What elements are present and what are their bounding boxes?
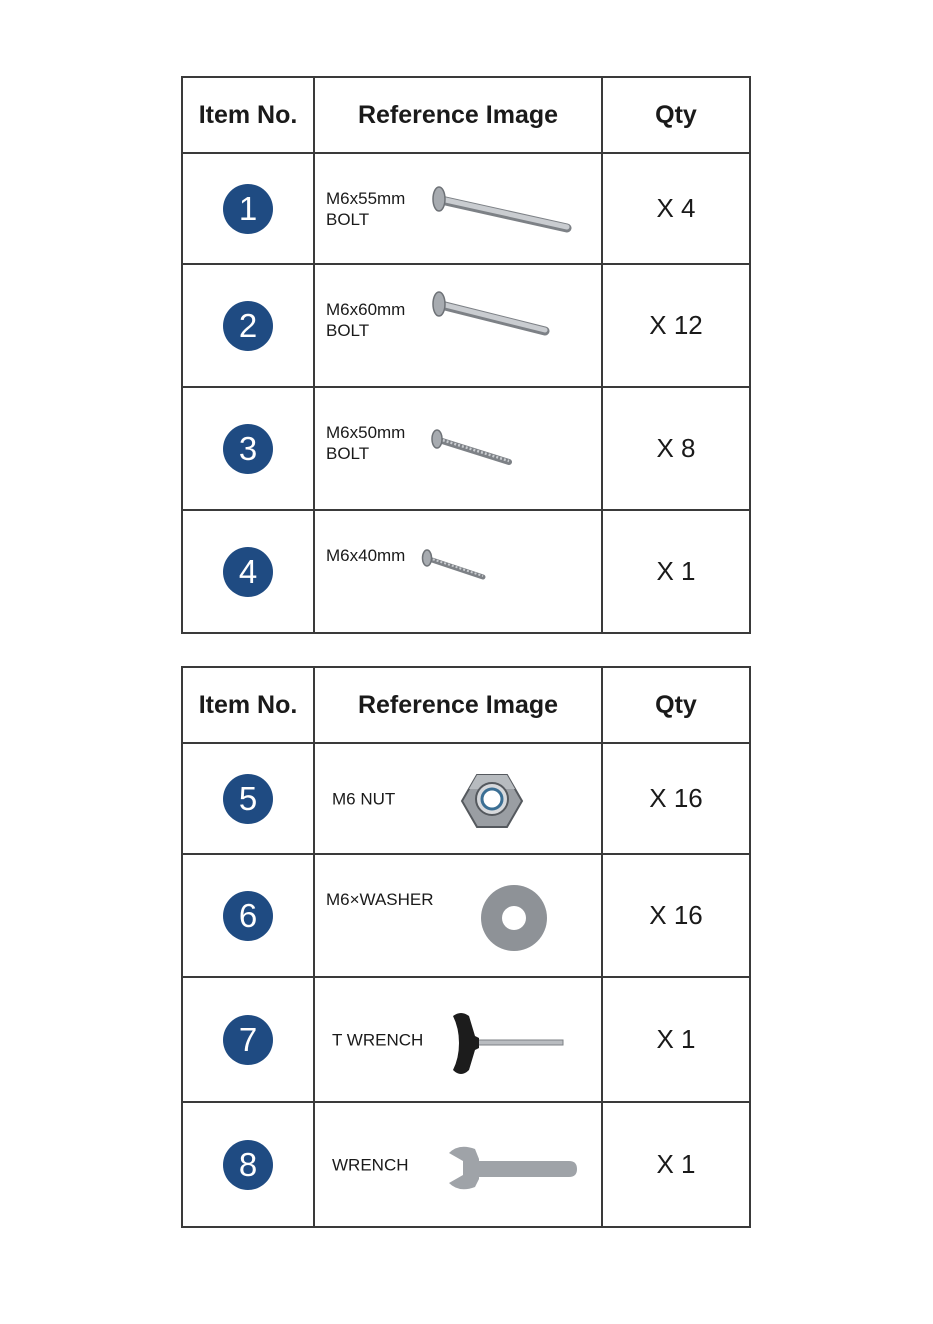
reference-image-cell (314, 1102, 602, 1227)
table-row (182, 387, 750, 510)
item-number-cell (182, 153, 314, 264)
qty-cell: X 8 (602, 387, 750, 510)
reference-image-cell (314, 510, 602, 633)
reference-image-cell (314, 743, 602, 854)
item-number-badge: 2 (223, 301, 273, 351)
table-row (182, 153, 750, 264)
item-number-cell (182, 1102, 314, 1227)
item-number-cell (182, 264, 314, 387)
part-label: M6x40mm (326, 546, 406, 565)
long-bolt-icon (427, 291, 557, 341)
reference-image-cell (314, 153, 602, 264)
part-label: M6x55mm BOLT (326, 189, 406, 229)
item-number-cell (182, 977, 314, 1102)
reference-image-cell (314, 264, 602, 387)
table-row (182, 264, 750, 387)
item-number-badge: 4 (223, 547, 273, 597)
qty-cell: X 16 (602, 743, 750, 854)
washer-icon (479, 883, 549, 953)
header-item-no: Item No. (182, 77, 314, 153)
qty-cell: X 16 (602, 854, 750, 977)
qty-cell: X 12 (602, 264, 750, 387)
header-reference-image: Reference Image (314, 667, 602, 743)
reference-image-cell (314, 977, 602, 1102)
qty-cell: X 1 (602, 510, 750, 633)
item-number-badge: 1 (223, 184, 273, 234)
part-label: T WRENCH (332, 1030, 424, 1049)
threaded-screw-icon (419, 547, 489, 585)
hex-nut-icon (459, 771, 525, 831)
part-label: M6 NUT (332, 789, 396, 808)
qty-cell: X 4 (602, 153, 750, 264)
item-number-badge: 8 (223, 1140, 273, 1190)
parts-table-bolts (181, 76, 751, 634)
table-row (182, 743, 750, 854)
table-row (182, 1102, 750, 1227)
table-header-row (182, 77, 750, 153)
item-number-cell (182, 510, 314, 633)
table-row (182, 977, 750, 1102)
item-number-badge: 5 (223, 774, 273, 824)
part-label: WRENCH (332, 1155, 409, 1174)
reference-image-cell (314, 387, 602, 510)
part-label: M6x50mm BOLT (326, 423, 406, 463)
qty-cell: X 1 (602, 977, 750, 1102)
qty-cell: X 1 (602, 1102, 750, 1227)
part-label: M6×WASHER (326, 890, 434, 909)
part-label: M6x60mm BOLT (326, 300, 406, 340)
item-number-badge: 6 (223, 891, 273, 941)
item-number-cell (182, 387, 314, 510)
table-row (182, 854, 750, 977)
item-number-cell (182, 854, 314, 977)
reference-image-cell (314, 854, 602, 977)
t-wrench-icon (447, 1008, 567, 1080)
header-qty: Qty (602, 667, 750, 743)
item-number-badge: 7 (223, 1015, 273, 1065)
threaded-screw-icon (427, 426, 517, 470)
long-bolt-icon (427, 184, 577, 240)
header-item-no: Item No. (182, 667, 314, 743)
header-qty: Qty (602, 77, 750, 153)
parts-table-hardware (181, 666, 751, 1228)
open-wrench-icon (445, 1143, 579, 1193)
header-reference-image: Reference Image (314, 77, 602, 153)
item-number-badge: 3 (223, 424, 273, 474)
table-header-row (182, 667, 750, 743)
item-number-cell (182, 743, 314, 854)
table-row (182, 510, 750, 633)
